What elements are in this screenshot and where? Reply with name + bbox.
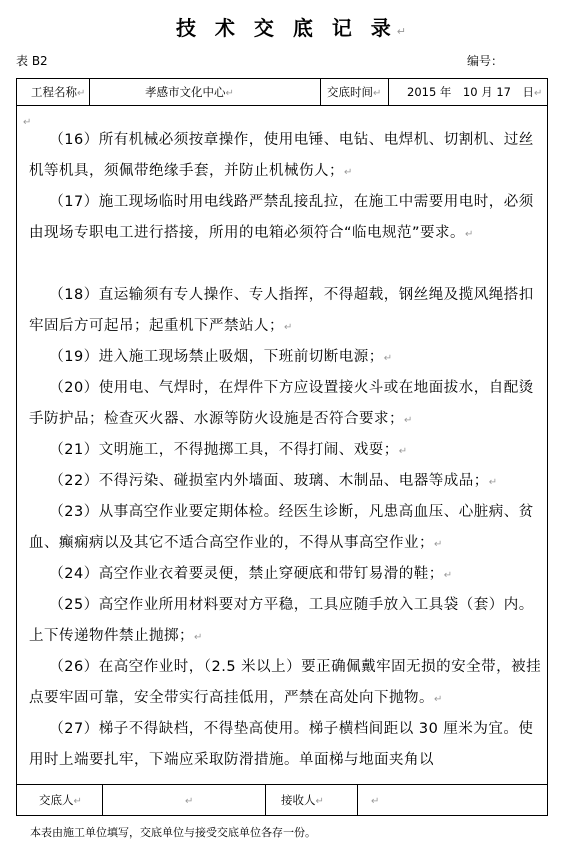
clause-25: （25）高空作业所用材料要对方平稳，工具应随手放入工具袋（套）内。上下传递物件禁止抛掷；↵ [29,597,534,644]
disclosure-date-label: 交底时间↵ [327,85,382,99]
clause-22: （22）不得污染、碰损室内外墙面、玻璃、木制品、电器等成品；↵ [49,473,498,489]
clause-27: （27）梯子不得缺档，不得垫高使用。梯子横档间距以 30 厘米为宜。使用时上端要扎牢，下端应采取防滑措施。单面梯与地面夹角以 [29,721,534,768]
empty-line: ↵ [23,117,32,128]
document-title: 技 术 交 底 记 录↵ [175,16,407,40]
clause-21: （21）文明施工，不得抛掷工具，不得打闹、戏耍；↵ [49,442,408,458]
project-name-value[interactable]: 孝感市文化中心↵ [145,85,234,99]
clause-16: （16）所有机械必须按章操作，使用电锤、电钻、电焊机、切割机、过丝机等机具，须佩带绝缘手套，并防止机械伤人；↵ [29,132,534,179]
clause-17: （17）施工现场临时用电线路严禁乱接乱拉，在施工中需要用电时，必须由现场专职电工进行搭接，所用的电箱必须符合“临电规范”要求。↵ [29,194,534,241]
clause-24: （24）高空作业衣着要灵便，禁止穿硬底和带钉易滑的鞋；↵ [49,566,453,582]
signature-row [17,784,547,815]
header-row [17,79,547,106]
disclosure-content[interactable] [17,106,547,786]
project-name-label: 工程名称↵ [31,85,86,99]
form-code: 表 B2 [16,54,48,68]
discloser-field[interactable]: ↵ [185,796,194,807]
clause-26: （26）在高空作业时，（2.5 米以上）要正确佩戴牢固无损的安全带，被挂点要牢固可靠，安全带实行高挂低用，严禁在高处向下抛物。↵ [29,659,542,706]
document-number-label: 编号： [467,54,504,68]
clause-19: （19）进入施工现场禁止吸烟，下班前切断电源；↵ [49,349,393,365]
disclosure-date-value[interactable]: 2015 年 10 月 17 日↵ [407,85,543,99]
clause-23: （23）从事高空作业要定期体检。经医生诊断，凡患高血压、心脏病、贫血、癫痫病以及其它不适合高空作业的，不得从事高空作业；↵ [29,504,534,551]
receiver-label: 接收人↵ [281,793,324,807]
table-footnote: 本表由施工单位填写，交底单位与接受交底单位各存一份。 [30,826,316,839]
disclosure-record-table [16,78,548,816]
receiver-field[interactable]: ↵ [371,796,380,807]
clause-20: （20）使用电、气焊时，在焊件下方应设置接火斗或在地面拔水，自配烫手防护品；检查灭火器、水源等防火设施是否符合要求；↵ [29,380,534,427]
discloser-label: 交底人↵ [39,793,82,807]
clause-18: （18）直运输须有专人操作、专人指挥，不得超载，钢丝绳及揽风绳搭扣牢固后方可起吊；起重机下严禁站人；↵ [29,287,534,334]
